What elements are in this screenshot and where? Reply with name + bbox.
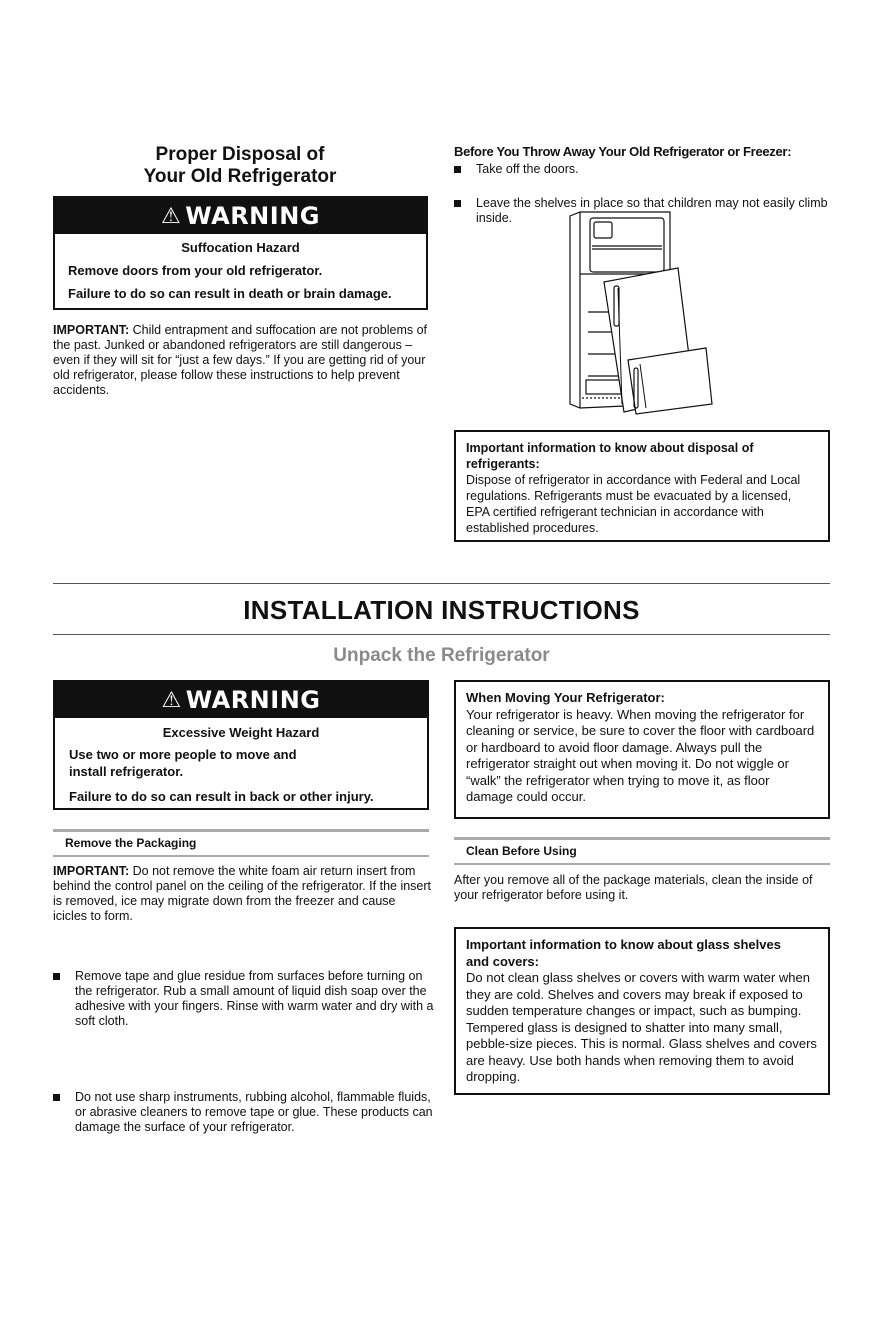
disposal-title-line2: Your Old Refrigerator xyxy=(143,166,337,187)
warning-line-2: Failure to do so can result in death or brain damage. xyxy=(68,286,392,301)
bottom-divider xyxy=(53,634,830,635)
warning-header xyxy=(55,682,427,718)
important-text: Do not remove the white foam air return insert from behind the control panel on the ceiling of the refrigerator. If the insert is removed, ice may migrate down from the freezer and cause icicles to form. xyxy=(53,864,432,923)
list-item-text: Remove tape and glue residue from surfaces before turning on the refrigerator. Rub a small amount of liquid dish soap over the adhesive with your fingers. Rinse with warm water and dry with a soft cloth. xyxy=(75,969,434,1028)
warning-hazard: Suffocation Hazard xyxy=(181,240,300,255)
disposal-title-line1: Proper Disposal of xyxy=(155,144,325,165)
remove-packaging-heading: Remove the Packaging xyxy=(65,836,197,850)
disposal-important-paragraph xyxy=(53,323,431,398)
warning-triangle-icon: ⚠ xyxy=(161,687,182,713)
important-label: IMPORTANT: xyxy=(53,864,130,878)
glass-heading-line1: Important information to know about glass shelves xyxy=(466,937,781,952)
warning-label: WARNING xyxy=(185,686,321,714)
packaging-important-paragraph xyxy=(53,864,431,924)
moving-heading: When Moving Your Refrigerator: xyxy=(466,690,665,705)
bullet-icon xyxy=(454,166,461,173)
unpack-subtitle: Unpack the Refrigerator xyxy=(333,645,550,666)
warning-hazard: Excessive Weight Hazard xyxy=(162,725,320,740)
clean-paragraph: After you remove all of the package materials, clean the inside of your refrigerator before using it. xyxy=(454,873,813,902)
warning-label: WARNING xyxy=(185,202,320,230)
moving-info-box xyxy=(454,680,830,819)
refrigerant-heading: Important information to know about disposal of refrigerants: xyxy=(466,441,754,471)
important-label: IMPORTANT: xyxy=(53,323,130,337)
glass-info-box xyxy=(454,927,830,1095)
list-item-text: Leave the shelves in place so that children may not easily climb inside. xyxy=(476,196,828,225)
bullet-icon xyxy=(454,200,461,207)
before-throw-heading: Before You Throw Away Your Old Refrigerator or Freezer: xyxy=(454,144,792,159)
refrigerant-info-box xyxy=(454,430,830,542)
installation-title: INSTALLATION INSTRUCTIONS xyxy=(243,595,640,625)
suffocation-warning-box xyxy=(53,196,428,310)
list-item xyxy=(53,1090,439,1135)
warning-header xyxy=(55,198,426,234)
warning-line-1: Remove doors from your old refrigerator. xyxy=(68,263,323,278)
glass-text: Do not clean glass shelves or covers with warm water when they are cold. Shelves and covers may break if exposed to sudden temperature changes or impact, such as bumping. Tempered glass is designed to shatter into many small, pebble-size pieces. This is normal. Glass shelves and covers are heavy. Use both hands when removing them to avoid dropping. xyxy=(466,970,817,1084)
warning-line-1: Use two or more people to move and install refrigerator. xyxy=(69,747,297,779)
list-item xyxy=(454,162,846,177)
list-item xyxy=(53,969,439,1029)
moving-text: Your refrigerator is heavy. When moving the refrigerator for cleaning or service, be sure to cover the floor with cardboard or hardboard to avoid floor damage. Always pull the refrigerator straight out when moving it. Do not wiggle or “walk” the refrigerator when trying to move it, as floor damage could occur. xyxy=(466,706,815,804)
weight-warning-box xyxy=(53,680,429,810)
top-divider xyxy=(53,583,830,584)
refrigerant-text: Dispose of refrigerator in accordance with Federal and Local regulations. Refrigerants must be evacuated by a licensed, EPA certified refrigerant technician in accordance with established procedures. xyxy=(466,473,801,535)
list-item-text: Take off the doors. xyxy=(476,162,579,176)
list-item-text: Do not use sharp instruments, rubbing alcohol, flammable fluids, or abrasive cleaners to remove tape or glue. These products can damage the surface of your refrigerator. xyxy=(75,1090,433,1134)
refrigerator-doors-removed-illustration xyxy=(560,208,720,416)
disposal-title xyxy=(80,144,400,188)
clean-heading: Clean Before Using xyxy=(466,844,577,858)
glass-heading-line2: and covers: xyxy=(466,953,539,969)
warning-line-2: Failure to do so can result in back or other injury. xyxy=(69,789,374,804)
bullet-icon xyxy=(53,973,60,980)
clean-heading-bar xyxy=(454,837,830,865)
bullet-icon xyxy=(53,1094,60,1101)
warning-triangle-icon: ⚠ xyxy=(161,203,182,229)
important-text: Child entrapment and suffocation are not problems of the past. Junked or abandoned refrigerators are still dangerous – even if they will sit for “just a few days.” If you are getting rid of your old refrigerator, please follow these instructions to help prevent accidents. xyxy=(53,323,428,397)
remove-packaging-heading-bar xyxy=(53,829,429,857)
